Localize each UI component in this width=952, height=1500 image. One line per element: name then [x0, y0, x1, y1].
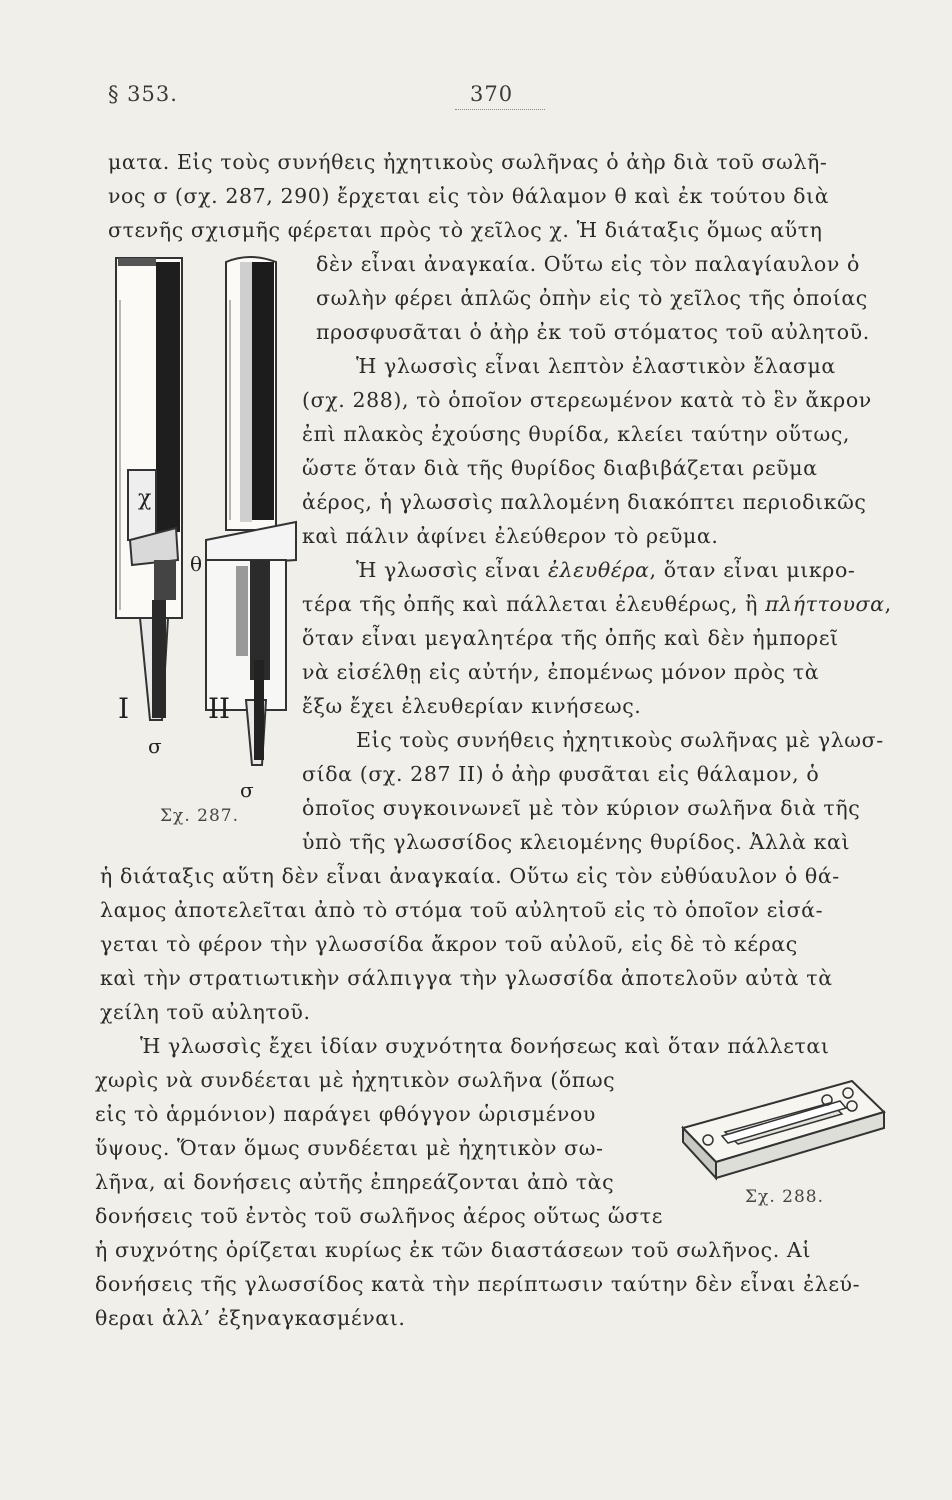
- text-line: νὰ εἰσέλθῃ εἰς αὐτήν, ἐπομένως μόνον πρὸς τὰ: [302, 660, 820, 684]
- text-line: σωλὴν φέρει ἁπλῶς ὀπὴν εἰς τὸ χεῖλος τῆς ὁποίας: [316, 286, 868, 310]
- text-line: προσφυσᾶται ὁ ἀὴρ ἐκ τοῦ στόματος τοῦ αὐλητοῦ.: [316, 320, 870, 344]
- text-line: θεραι ἀλλ’ ἐξηναγκασμέναι.: [95, 1306, 406, 1330]
- label-sigma-1: σ: [148, 734, 162, 758]
- text-line: ὑπὸ τῆς γλωσσίδος κλειομένης θυρίδος. Ἀλλὰ καὶ: [302, 830, 851, 854]
- text-line: ὕψους. Ὅταν ὅμως συνδέεται μὲ ἠχητικὸν σω-: [95, 1136, 604, 1160]
- text-span: ,: [884, 592, 892, 616]
- text-line: νος σ (σχ. 287, 290) ἔρχεται εἰς τὸν θάλαμον θ καὶ ἐκ τούτου διὰ: [108, 184, 830, 208]
- label-sigma-2: σ: [240, 778, 254, 802]
- text-line: χείλη τοῦ αὐλητοῦ.: [100, 1000, 311, 1024]
- label-ii: II: [208, 692, 231, 725]
- figure-288-caption: Σχ. 288.: [745, 1187, 824, 1207]
- text-line: εἰς τὸ ἁρμόνιον) παράγει φθόγγον ὡρισμένου: [95, 1102, 596, 1126]
- text-line: ἡ διάταξις αὕτη δὲν εἶναι ἀναγκαία. Οὕτω εἰς τὸν εὐθύαυλον ὁ θά-: [100, 864, 840, 888]
- text-line: καὶ τὴν στρατιωτικὴν σάλπιγγα τὴν γλωσσίδα ἀποτελοῦν αὐτὰ τὰ: [100, 966, 833, 990]
- text-line: ἡ συχνότης ὁρίζεται κυρίως ἐκ τῶν διαστάσεων τοῦ σωλῆνος. Αἱ: [95, 1238, 811, 1262]
- text-line: Εἰς τοὺς συνήθεις ἠχητικοὺς σωλῆνας μὲ γλωσ-: [356, 728, 884, 752]
- text-line: δὲν εἶναι ἀναγκαία. Οὕτω εἰς τὸν παλαγίαυλον ὁ: [316, 252, 860, 276]
- page-number: 370: [470, 82, 514, 106]
- text-line: ἀέρος, ἡ γλωσσὶς παλλομένη διακόπτει περιοδικῶς: [302, 490, 867, 514]
- label-i: I: [118, 692, 130, 725]
- text-line: ὥστε ὅταν διὰ τῆς θυρίδος διαβιβάζεται ρεῦμα: [302, 456, 818, 480]
- text-line: (σχ. 288), τὸ ὁποῖον στερεωμένον κατὰ τὸ ἓν ἄκρον: [302, 388, 872, 412]
- text-line: Ἡ γλωσσὶς εἶναι λεπτὸν ἐλαστικὸν ἔλασμα: [356, 354, 836, 378]
- italic-term: ἐλευθέρα: [547, 558, 650, 582]
- text-line: δονήσεις τοῦ ἐντὸς τοῦ σωλῆνος ἀέρος οὕτως ὥστε: [95, 1204, 663, 1228]
- text-line: ματα. Εἰς τοὺς συνήθεις ἠχητικοὺς σωλῆνας ὁ ἀὴρ διὰ τοῦ σωλῆ-: [108, 150, 828, 174]
- text-line: Ἡ γλωσσὶς ἔχει ἰδίαν συχνότητα δονήσεως καὶ ὅταν πάλλεται: [140, 1034, 830, 1058]
- section-number: § 353.: [108, 82, 178, 106]
- text-line: χωρὶς νὰ συνδέεται μὲ ἠχητικὸν σωλῆνα (ὅπως: [95, 1068, 616, 1092]
- text-line: σίδα (σχ. 287 ΙΙ) ὁ ἀὴρ φυσᾶται εἰς θάλαμον, ὁ: [302, 762, 820, 786]
- text-line: ἔξω ἔχει ἐλευθερίαν κινήσεως.: [302, 694, 642, 718]
- text-line: γεται τὸ φέρον τὴν γλωσσίδα ἄκρον τοῦ αὐλοῦ, εἰς δὲ τὸ κέρας: [100, 932, 798, 956]
- text-line: λαμος ἀποτελεῖται ἀπὸ τὸ στόμα τοῦ αὐλητοῦ εἰς τὸ ὁποῖον εἰσά-: [100, 898, 824, 922]
- text-line: ὅταν εἶναι μεγαλητέρα τῆς ὀπῆς καὶ δὲν ἠμπορεῖ: [302, 626, 839, 650]
- text-line: ὁποῖος συγκοινωνεῖ μὲ τὸν κύριον σωλῆνα διὰ τῆς: [302, 796, 861, 820]
- text-line: δονήσεις τῆς γλωσσίδος κατὰ τὴν περίπτωσιν ταύτην δὲν εἶναι ἐλεύ-: [95, 1272, 861, 1296]
- figure-287-caption: Σχ. 287.: [160, 806, 239, 826]
- text-span: Ἡ γλωσσὶς εἶναι: [356, 558, 548, 582]
- text-span: τέρα τῆς ὀπῆς καὶ πάλλεται ἐλευθέρως, ἢ: [302, 592, 766, 616]
- text-line: καὶ πάλιν ἀφίνει ἐλεύθερον τὸ ρεῦμα.: [302, 524, 719, 548]
- label-chi: χ: [138, 486, 152, 511]
- text-line: ἐπὶ πλακὸς ἐχούσης θυρίδα, κλείει ταύτην οὕτως,: [302, 422, 851, 446]
- text-line: λῆνα, αἱ δονήσεις αὐτῆς ἐπηρεάζονται ἀπὸ τὰς: [95, 1170, 615, 1194]
- italic-term: πλήττουσα: [765, 592, 885, 616]
- text-span: , ὅταν εἶναι μικρο-: [649, 558, 856, 582]
- text-line: στενῆς σχισμῆς φέρεται πρὸς τὸ χεῖλος χ. Ἡ διάταξις ὅμως αὕτη: [108, 218, 823, 242]
- label-theta: θ: [190, 552, 203, 576]
